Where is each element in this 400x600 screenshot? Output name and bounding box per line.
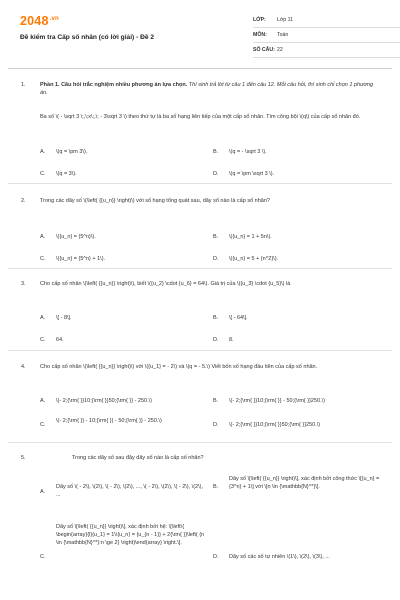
option-letter[interactable]: C. [40, 554, 46, 560]
meta-row-subject [253, 29, 400, 43]
question-divider [8, 268, 392, 269]
option-text[interactable]: 8. [229, 337, 234, 343]
option-text[interactable]: \(- 2;{\rm{ }} - 10;{\rm{ }} - 50;{\rm{ }} - 250.\) [56, 418, 162, 424]
option-text[interactable]: Dãy số các số tự nhiên \(1\), \(2\), \(3\), ... [229, 554, 330, 560]
option-letter[interactable]: A. [40, 315, 46, 321]
option-letter[interactable]: D. [213, 337, 219, 343]
option-text[interactable]: \({u_n} = 1 + 5n\). [229, 234, 272, 240]
option-letter[interactable]: D. [213, 422, 219, 428]
question-divider [8, 183, 392, 184]
option-letter[interactable]: C. [40, 171, 46, 177]
part-label: Phần 1. Câu hỏi trắc nghiệm nhiều phương án lựa chọn. [40, 82, 188, 88]
document-title: Đề kiểm tra Cấp số nhân (có lời giải) - Đề 2 [20, 34, 155, 41]
option-letter[interactable]: C. [40, 337, 46, 343]
site-logo[interactable] [20, 14, 59, 28]
option-letter[interactable]: D. [213, 256, 219, 262]
question-divider [8, 350, 392, 351]
meta-key: MÔN: [253, 32, 267, 38]
question-stem: Ba số \( - \sqrt 3 \;,\;x\;,\; - 3\sqrt 3 \) theo thứ tự là ba số hạng liên tiếp của một cấp số nhân. Tìm công bội \(q\) của cấp số nhân đó. [40, 114, 361, 120]
question-stem: Trong các dãy số \(\left( {{u_n}} \right)\) với số hạng tổng quát sau, dãy số nào là cấp số nhân? [40, 198, 270, 204]
option-text[interactable]: \(q = \pm 3\). [56, 149, 88, 155]
question-number: 1. [21, 82, 26, 88]
option-text[interactable]: \(q = \pm \sqrt 3 \). [229, 171, 275, 177]
option-text[interactable]: Dãy số \[\left( {{u_n}} \right)\], xác định bởi hệ: \[\left\{ \begin{array}{l}{u_1} = 1\\{u_n} = {u_{n - 1}} + 2{\rm{ }}\left( {n \in {\mathbb{N}^*}:n \ge 2} \right)\end{array} \right.\]. [56, 524, 205, 546]
header-divider [8, 68, 392, 69]
option-letter[interactable]: B. [213, 149, 219, 155]
option-letter[interactable]: B. [213, 315, 219, 321]
option-text[interactable]: \({u_n} = {5^n}\). [56, 234, 96, 240]
meta-row-class [253, 14, 400, 28]
question-number: 5. [21, 455, 26, 461]
option-text[interactable]: \(q = - \sqrt 3 \). [229, 149, 267, 155]
question-number: 2. [21, 198, 26, 204]
logo-suffix: .vn [49, 15, 59, 22]
header [20, 14, 380, 62]
option-letter[interactable]: A. [40, 234, 46, 240]
option-letter[interactable]: A. [40, 489, 46, 495]
meta-value: Lớp 11 [277, 17, 293, 23]
question-stem: Trong các dãy số sau đây dãy số nào là cấp số nhân? [72, 455, 204, 461]
meta-key: SỐ CÂU: [253, 47, 275, 53]
meta-row-count [253, 44, 400, 58]
part-note: Thí sinh trả lời từ câu 1 đến câu 12. Mỗi câu hỏi, thí sinh chỉ chọn 1 phương án. [40, 82, 374, 96]
option-text[interactable]: \(- 2;{\rm{ }}10;{\rm{ }}50;{\rm{ }}250.\) [229, 422, 321, 428]
option-letter[interactable]: B. [213, 234, 219, 240]
option-letter[interactable]: B. [213, 484, 219, 490]
question-number: 4. [21, 364, 26, 370]
option-letter[interactable]: B. [213, 398, 219, 404]
option-text[interactable]: \[ - 64\]. [229, 315, 248, 321]
meta-value: 22 [277, 47, 283, 53]
option-text[interactable]: \(- 2;{\rm{ }}10;{\rm{ }} - 50;{\rm{ }}250.\) [229, 398, 326, 404]
question-number: 3. [21, 281, 26, 287]
option-letter[interactable]: C. [40, 422, 46, 428]
option-letter[interactable]: D. [213, 171, 219, 177]
option-text[interactable]: \({u_n} = 5 + {n^2}\). [229, 256, 279, 262]
option-letter[interactable]: A. [40, 149, 46, 155]
question-stem: Cho cấp số nhân \(\left( {{u_n}} \right)\) với \({u_1} = - 2\) và \(q = - 5.\) Viết bốn số hạng đầu tiên của cấp số nhân. [40, 364, 318, 370]
question-divider [8, 442, 392, 443]
option-text[interactable]: 64. [56, 337, 64, 343]
option-text[interactable]: Dãy số \( - 2\), \(2\), \( - 2\), \(2\), ..., \( - 2\), \(2\), \( - 2\), \(2\), ... [56, 484, 203, 498]
option-text[interactable]: \[ - 8\]. [56, 315, 72, 321]
option-text[interactable]: \(- 2;{\rm{ }}10;{\rm{ }}50;{\rm{ }} - 250.\) [56, 398, 153, 404]
option-text[interactable]: \(q = 3\). [56, 171, 77, 177]
option-letter[interactable]: A. [40, 398, 46, 404]
option-letter[interactable]: C. [40, 256, 46, 262]
question-text [40, 81, 380, 97]
option-text[interactable]: \({u_n} = {5^n} + 1\). [56, 256, 106, 262]
logo-main: 2048 [20, 14, 49, 28]
meta-key: LỚP: [253, 17, 266, 23]
question-stem: Cho cấp số nhân \(\left( {{u_n}} \right)\), biết \({u_2} \cdot {u_6} = 64\). Giá trị của \({u_3} \cdot {u_5}\) là [40, 281, 291, 287]
meta-value: Toán [277, 32, 289, 38]
option-letter[interactable]: D. [213, 554, 219, 560]
option-text[interactable]: Dãy số \[\left( {{u_n}} \right)\], xác định bởi công thức \[{u_n} = {3^n} + 1\] với \[n \in {\mathbb{N}^*}\]. [229, 476, 380, 490]
